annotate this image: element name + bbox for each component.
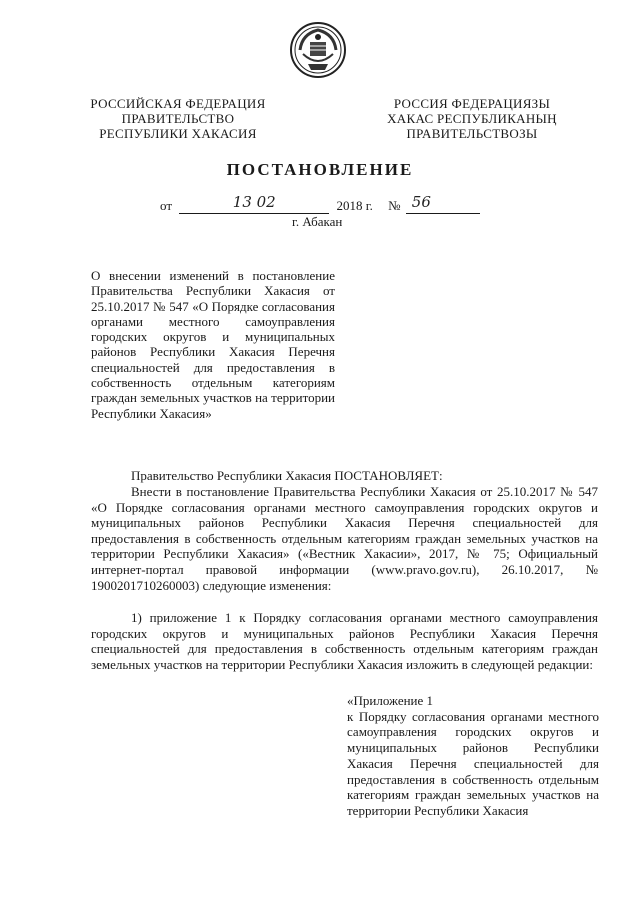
amendment-text: Внести в постановление Правительства Республики Хакасия от 25.10.2017 № 547 «О Порядке согласования органами местного самоуправления городских округов и муниципальных районов Республики Хакасия Перечня специальностей для предоставления в собственность отдельным категориям граждан земельных участков на территории Республики Хакасия» («Вестник Хакасии», 2017, № 75; Официальный интернет-портал правовой информации (www.pravo.gov.ru), 26.10.2017, № 1900201710260003) следующие изменения:: [91, 484, 598, 593]
handwritten-number: 56: [411, 193, 431, 211]
body-paragraph-amend: [91, 484, 598, 593]
decree-statement: Правительство Республики Хакасия ПОСТАНОВЛЯЕТ:: [131, 468, 443, 483]
annex-title: «Приложение 1: [347, 693, 434, 708]
annex-text: к Порядку согласования органами местного самоуправления городских округов и муниципальных районов Республики Хакасия Перечня специальностей для предоставления в собственность отдельным категориям граждан земельных участков на территории Республики Хакасия: [347, 708, 599, 818]
coat-of-arms-emblem: [288, 20, 348, 80]
header-right-line-2: ХАКАС РЕСПУБЛИКАНЫҢ: [387, 111, 557, 126]
header-left-russian: [88, 96, 268, 141]
date-blank: [179, 193, 329, 214]
city-label: г. Абакан: [292, 214, 343, 229]
body-paragraph-decree: [91, 468, 598, 484]
year-label: 2018 г.: [336, 198, 373, 213]
number-sign: №: [388, 198, 401, 213]
annex-block: [347, 693, 599, 819]
date-number-line: [160, 193, 480, 214]
handwritten-date: 13 02: [232, 193, 276, 211]
header-left-line-3: РЕСПУБЛИКИ ХАКАСИЯ: [99, 126, 257, 141]
body-paragraph-item-1: [91, 610, 598, 672]
header-left-line-2: ПРАВИТЕЛЬСТВО: [121, 111, 235, 126]
subject-block: О внесении изменений в постановление Правительства Республики Хакасия от 25.10.2017 № 547 «О Порядке согласования органами местного самоуправления городских округов и муниципальных районов Республики Хакасия Перечня специальностей для предоставления в собственность отдельным категориям граждан земельных участков на территории Республики Хакасия»: [91, 268, 335, 421]
number-blank: [406, 193, 480, 214]
date-prefix: от: [160, 198, 173, 213]
header-right-khakas: [372, 96, 572, 141]
header-right-line-3: ПРАВИТЕЛЬСТВОЗЫ: [406, 126, 538, 141]
item-1-text: 1) приложение 1 к Порядку согласования органами местного самоуправления городских округов и муниципальных районов Республики Хакасия Перечня специальностей для предоставления в собственность отдельным категориям граждан земельных участков на территории Республики Хакасия изложить в следующей редакции:: [91, 610, 598, 672]
header-right-line-1: РОССИЯ ФЕДЕРАЦИЯЗЫ: [393, 96, 551, 111]
document-title: ПОСТАНОВЛЕНИЕ: [226, 160, 414, 179]
header-left-line-1: РОССИЙСКАЯ ФЕДЕРАЦИЯ: [90, 96, 266, 111]
